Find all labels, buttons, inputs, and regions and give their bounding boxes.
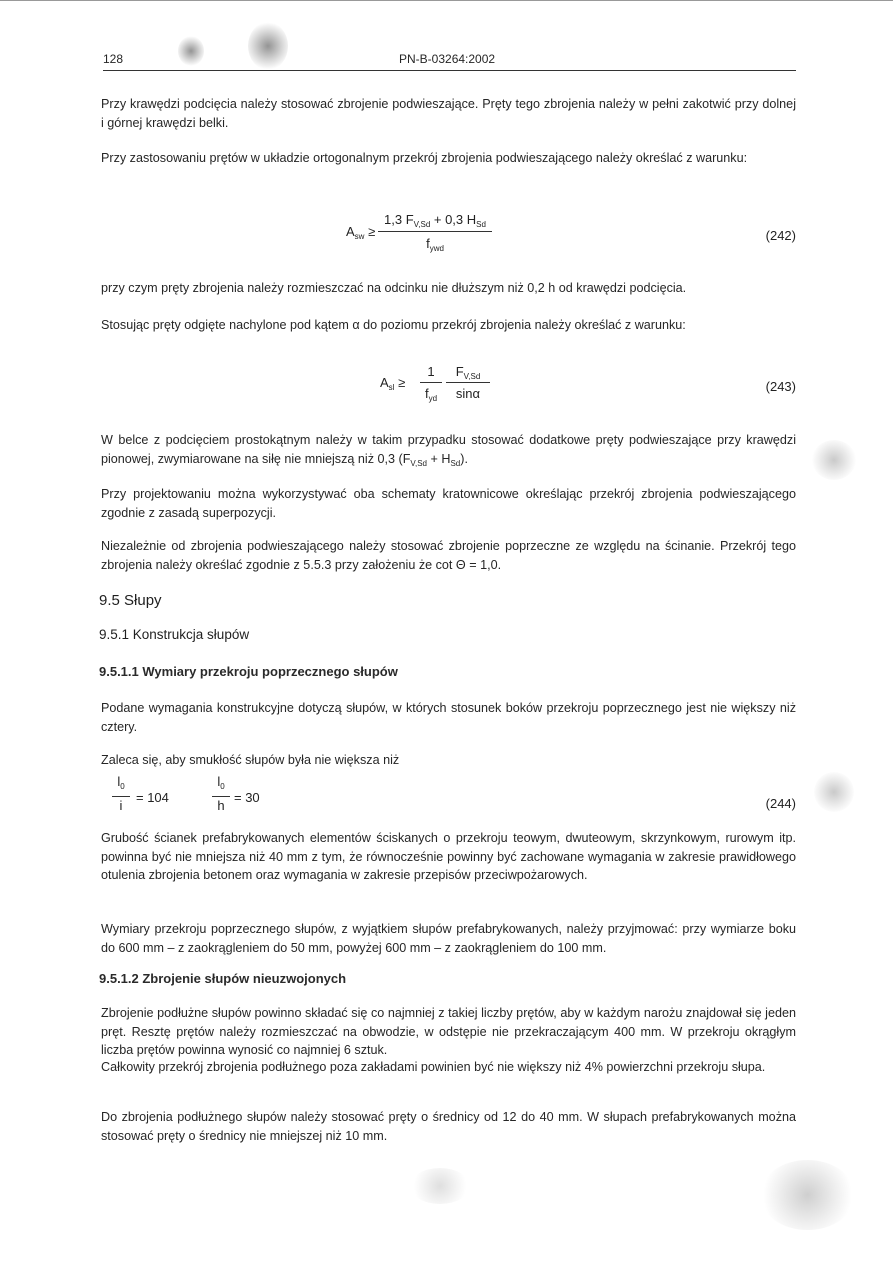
- paragraph: Do zbrojenia podłużnego słupów należy stosować pręty o średnicy od 12 do 40 mm. W słupach prefabrykowanych można stosować pręty o średnicy nie mniejszej niż 10 mm.: [101, 1110, 796, 1143]
- paragraph: Niezależnie od zbrojenia podwieszającego należy stosować zbrojenie poprzeczne ze względu na ścinanie. Przekrój tego zbrojenia należy określać zgodnie z 5.5.3 przy założeniu że cot Θ = 1,0.: [101, 539, 796, 572]
- paragraph: Przy zastosowaniu prętów w układzie ortogonalnym przekrój zbrojenia podwieszającego należy określać z warunku:: [101, 151, 748, 165]
- equation-denominator: $f_{ywd}$: [426, 236, 444, 253]
- equation-number: (243): [765, 379, 796, 394]
- equation-denominator: i: [119, 798, 123, 813]
- equation-lhs: $A_{sl}$ ≥: [380, 375, 406, 392]
- subsubsection-heading: 9.5.1.2 Zbrojenie słupów nieuzwojonych: [99, 971, 347, 986]
- equation-numerator: 1,3 $F_{V,Sd} + 0,3$ $H_{Sd}$: [384, 212, 486, 229]
- equation-242: [340, 186, 540, 256]
- paragraph: Grubość ścianek prefabrykowanych elementów ściskanych o przekroju teowym, dwuteowym, skrzynkowym, rurowym itp. powinna być nie mniejsza niż 40 mm z tym, że równocześnie powinny być zachowane wymagania w zakresie prawidłowego otulenia zbrojenia betonem oraz wymagania w zakresie przepisów przeciwpożarowych.: [101, 831, 796, 882]
- standard-code: PN-B-03264:2002: [399, 52, 496, 66]
- paragraph: Przy projektowaniu można wykorzystywać oba schematy kratownicowe określając przekrój zbrojenia podwieszającego zgodnie z zasadą superpozycji.: [101, 487, 796, 520]
- paragraph: Stosując pręty odgięte nachylone pod kątem α do poziomu przekrój zbrojenia należy określać z warunku:: [101, 318, 686, 332]
- paragraph: W belce z podcięciem prostokątnym należy w takim przypadku stosować dodatkowe pręty podwieszające przy krawędzi pionowej, zwymiarowane na siłę nie mniejszą niż 0,3 $(F_{V,Sd} + H_{Sd})$.: [101, 433, 796, 468]
- paragraph: Wymiary przekroju poprzecznego słupów, z wyjątkiem słupów prefabrykowanych, należy przyjmować: przy wymiarze boku do 600 mm – z zaokrągleniem do 50 mm, powyżej 600 mm – z zaokrągleniem do 100 mm.: [101, 922, 796, 955]
- fraction-bar: [378, 231, 492, 232]
- equation-rhs: = 104: [136, 790, 169, 805]
- equation-denominator: $f_{yd}$: [424, 386, 438, 403]
- equation-244: [112, 772, 312, 822]
- equation-denominator: h: [217, 798, 225, 813]
- paragraph: Zbrojenie podłużne słupów powinno składać się co najmniej z takiej liczby prętów, aby w każdym narożu znajdował się jeden pręt. Resztę prętów należy rozmieszczać na obwodzie, w odstępie nie przekraczającym 400 mm. W przekroju okrągłym liczba prętów powinna wynosić co najmniej 6 sztuk.: [101, 1006, 796, 1057]
- scan-smudge: [178, 36, 204, 66]
- equation-numerator: 1: [427, 364, 435, 379]
- paragraph: Zaleca się, aby smukłość słupów była nie większa niż: [101, 753, 400, 767]
- subsubsection-heading: 9.5.1.1 Wymiary przekroju poprzecznego słupów: [99, 664, 398, 679]
- fraction-bar: [446, 382, 490, 383]
- fraction-bar: [420, 382, 442, 383]
- scan-smudge: [812, 440, 856, 480]
- section-heading: 9.5 Słupy: [99, 592, 162, 609]
- scan-smudge: [248, 22, 288, 70]
- fraction-bar: [212, 796, 230, 797]
- equation-numerator: $F_{V,Sd}$: [455, 364, 481, 381]
- scan-smudge: [410, 1168, 470, 1204]
- scan-smudge: [760, 1160, 855, 1230]
- paragraph: przy czym pręty zbrojenia należy rozmieszczać na odcinku nie dłuższym niż 0,2 h od krawędzi podcięcia.: [101, 281, 687, 295]
- equation-lhs: $A_{sw}$ ≥: [346, 224, 376, 241]
- paragraph: Przy krawędzi podcięcia należy stosować zbrojenie podwieszające. Pręty tego zbrojenia należy w pełni zakotwić przy dolnej i górnej krawędzi belki.: [101, 97, 796, 130]
- equation-number: (242): [765, 228, 796, 243]
- paragraph: Całkowity przekrój zbrojenia podłużnego poza zakładami powinien być nie większy niż 4% powierzchni przekroju słupa.: [101, 1060, 766, 1074]
- equation-denominator: sinα: [455, 386, 481, 401]
- subsection-heading: 9.5.1 Konstrukcja słupów: [99, 627, 250, 642]
- equation-number: (244): [765, 796, 796, 811]
- paragraph: Podane wymagania konstrukcyjne dotyczą słupów, w których stosunek boków przekroju poprzecznego jest nie większy niż cztery.: [101, 701, 796, 734]
- page-number: 128: [103, 52, 124, 66]
- page-header: [103, 50, 796, 71]
- fraction-bar: [112, 796, 130, 797]
- equation-rhs: = 30: [234, 790, 260, 805]
- equation-numerator: $l_0$: [217, 774, 225, 791]
- top-edge-line: [0, 0, 893, 1]
- equation-numerator: $l_0$: [117, 774, 125, 791]
- equation-243: [380, 360, 520, 420]
- scan-smudge: [814, 772, 854, 812]
